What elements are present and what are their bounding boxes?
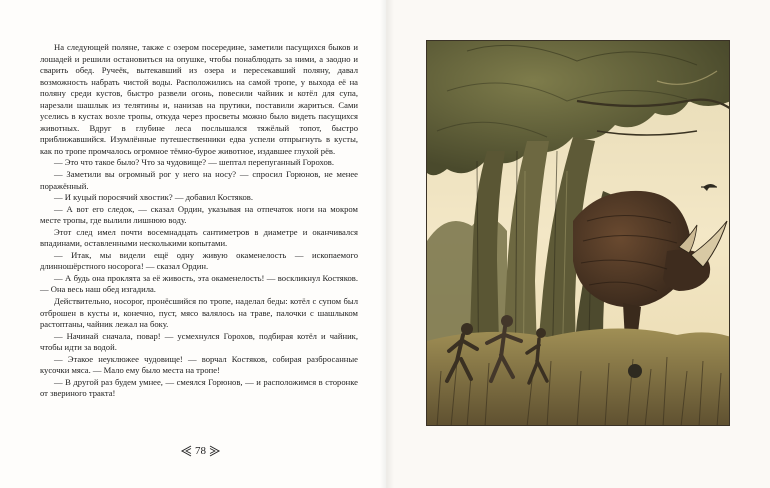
grass <box>427 328 730 426</box>
folio-left-ornament-icon <box>180 445 192 457</box>
paragraph: — А будь она проклята за её живость, эта окаменелость! — воскликнул Костяков. — Она весь наш обед изгадила. <box>40 272 358 295</box>
illustration-drawing <box>427 41 730 426</box>
knocked-pot <box>628 364 642 378</box>
paragraph: На следующей поляне, также с озером посередине, заметили пасущихся быков и лошадей и решили остановиться на опушке, чтобы понаблюдать за ними, а заодно и сварить обед. Ручеёк, вытекавший из озера и пересекавший поляну, давал возможность набрать чистой воды. Расположились на самой тропе, у выхода её на поляну среди кустов, быстро развели огонь, повесили чайник и котёл для супа, нарезали шашлык из телятины и, нанизав на прутики, поставили жариться. Сами уселись в кустах возле тропы, откуда через просветы можно было видеть пасущихся животных. Вдруг в глубине леса послышался тяжёлый топот, быстро приближавшийся. Изумлённые путешественники едва успели отпрыгнуть в кусты, как по тропе промчалось огромное тёмно-бурое животное, издавшее глухой рёв. <box>40 42 358 156</box>
book-gutter <box>380 0 394 488</box>
page-number <box>180 444 221 458</box>
paragraph: — Этакое неуклюжее чудовище! — ворчал Костяков, собирая разбросанные кусочки мяса. — Мало ему было места на тропе! <box>40 353 358 376</box>
paragraph: Действительно, носорог, пронёсшийся по тропе, наделал беды: котёл с супом был отброшен в кусты и, конечно, пуст, мясо валялось на траве, палочки с шашлыком растоптаны, чайник лежал на боку. <box>40 296 358 330</box>
paragraph: — Итак, мы видели ещё одну живую окаменелость — ископаемого длинношёрстного носорога! — сказал Ордин. <box>40 249 358 272</box>
paragraph: — В другой раз будем умнее, — смеялся Горюнов, — и расположимся в сторонке от звериного тракта! <box>40 376 358 399</box>
paragraph: — Заметили вы огромный рог у него на носу? — спросил Горюнов, не менее поражённый. <box>40 169 358 191</box>
paragraph: — И куцый поросячий хвостик? — добавил Костяков. <box>54 192 253 203</box>
paragraph: — Начинай сначала, повар! — усмехнулся Горохов, подбирая котёл и чайник, чтобы идти за водой. <box>40 330 358 353</box>
page-number-value: 78 <box>195 445 206 457</box>
folio-right-ornament-icon <box>209 445 221 457</box>
paragraph: Этот след имел почти восемнадцать сантиметров в диаметре и оканчивался впадинами, оставленными несколькими копытами. <box>40 226 358 249</box>
story-text <box>40 42 358 400</box>
paragraph: — А вот его следок, — сказал Ордин, указывая на отпечаток ноги на мокром месте тропы, где вылили лишнюю воду. <box>40 203 358 226</box>
paragraph: — Это что такое было? Что за чудовище? — шептал перепуганный Горохов. <box>54 157 335 168</box>
rhinoceros-illustration <box>426 40 730 426</box>
